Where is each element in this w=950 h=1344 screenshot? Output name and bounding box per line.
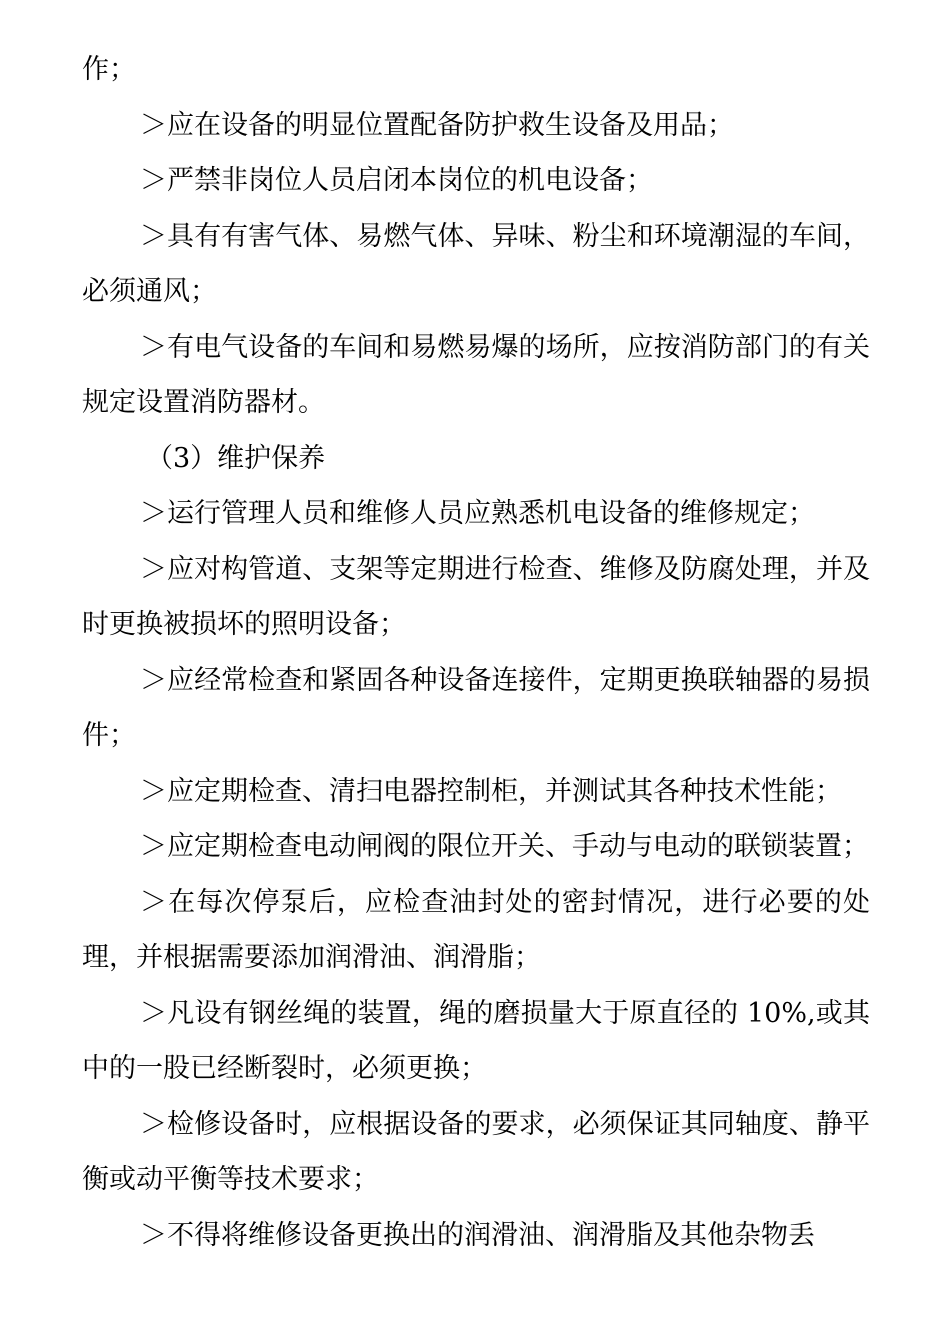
paragraph-pump-seal: ＞在每次停泵后，应检查油封处的密封情况，进行必要的处理，并根据需要添加润滑油、润滑脂； bbox=[82, 886, 870, 973]
paragraph-electric-valve: ＞应定期检查电动闸阀的限位开关、手动与电动的联锁装置； bbox=[140, 831, 869, 862]
paragraph-connectors: ＞应经常检查和紧固各种设备连接件，定期更换联轴器的易损件； bbox=[82, 664, 870, 751]
paragraph-continuation: 作； bbox=[82, 54, 136, 85]
paragraph-maintenance-rules: ＞运行管理人员和维修人员应熟悉机电设备的维修规定； bbox=[140, 498, 815, 529]
paragraph-pipe-inspection: ＞应对构管道、支架等定期进行检查、维修及防腐处理，并及时更换被损坏的照明设备； bbox=[82, 553, 870, 640]
section-heading-maintenance: （3）维护保养 bbox=[146, 442, 326, 474]
paragraph-safety-equipment: ＞应在设备的明显位置配备防护救生设备及用品； bbox=[140, 109, 734, 141]
paragraph-wire-rope: ＞凡设有钢丝绳的装置，绳的磨损量大于原直径的 10%,或其中的一股已经断裂时，必须更换； bbox=[82, 997, 870, 1084]
document-page bbox=[82, 42, 870, 1263]
paragraph-unauthorized-operation: ＞严禁非岗位人员启闭本岗位的机电设备； bbox=[140, 165, 653, 196]
paragraph-waste-disposal: ＞不得将维修设备更换出的润滑油、润滑脂及其他杂物丢 bbox=[140, 1219, 815, 1251]
paragraph-ventilation: ＞具有有害气体、易燃气体、异味、粉尘和环境潮湿的车间，必须通风； bbox=[82, 220, 870, 307]
paragraph-alignment: ＞检修设备时，应根据设备的要求，必须保证其同轴度、静平衡或动平衡等技术要求； bbox=[82, 1108, 870, 1195]
paragraph-fire-equipment: ＞有电气设备的车间和易燃易爆的场所，应按消防部门的有关规定设置消防器材。 bbox=[82, 331, 870, 418]
paragraph-control-cabinet: ＞应定期检查、清扫电器控制柜，并测试其各种技术性能； bbox=[140, 775, 842, 807]
